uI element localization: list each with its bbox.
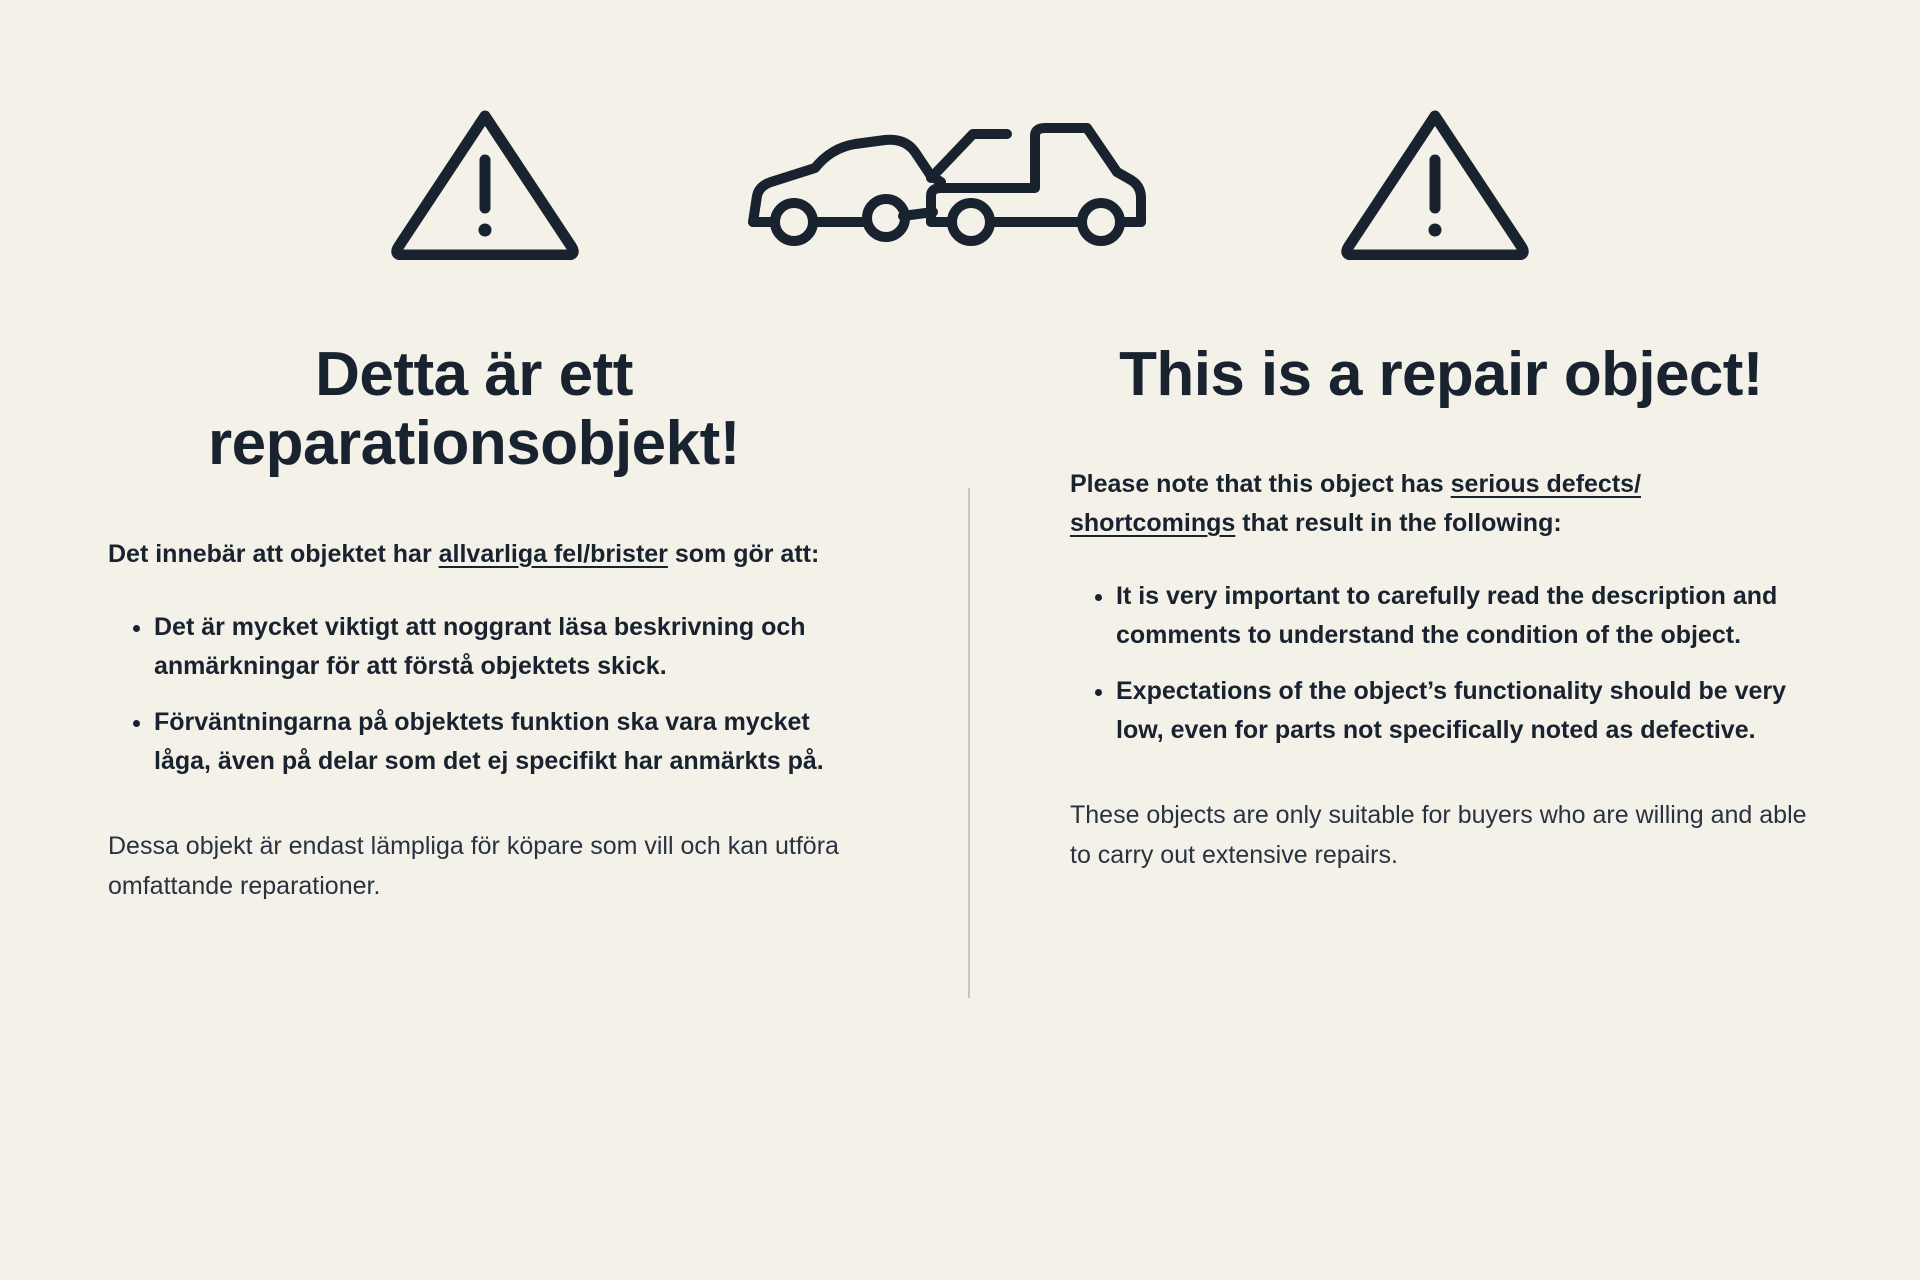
list-item: • It is very important to carefully read the description and comments to understand the condition of the object. xyxy=(1116,577,1812,656)
intro-paragraph-en xyxy=(1070,465,1812,543)
tow-truck-icon xyxy=(735,100,1185,265)
icon-row xyxy=(0,92,1920,272)
warning-triangle-icon-2 xyxy=(1335,100,1535,265)
bullet-list-en xyxy=(1070,577,1812,751)
intro-underlined-sv: allvarliga fel/brister xyxy=(438,539,668,568)
intro-underlined-en: serious defects/ shortcomings xyxy=(1070,470,1642,538)
outro-paragraph-sv: Dessa objekt är endast lämpliga för köpare som vill och kan utföra omfattande reparationer. xyxy=(108,831,839,901)
intro-after-en: that result in the following: xyxy=(1235,509,1562,538)
intro-after-sv: som gör att: xyxy=(667,539,820,568)
column-english xyxy=(960,340,1920,876)
intro-before-sv: Det innebär att objektet har xyxy=(108,539,439,568)
warning-triangle-icon xyxy=(385,100,585,265)
intro-paragraph-sv xyxy=(108,535,840,574)
list-item: • Förväntningarna på objektets funktion ska vara mycket låga, även på delar som det ej specifikt har anmärkts på. xyxy=(154,703,840,782)
page-title-en: This is a repair object! xyxy=(1119,340,1763,409)
list-item: • Expectations of the object’s functionality should be very low, even for parts not specifically noted as defective. xyxy=(1116,672,1812,751)
list-item: • Det är mycket viktigt att noggrant läsa beskrivning och anmärkningar för att förstå objektets skick. xyxy=(154,608,840,687)
content-columns xyxy=(0,340,1920,907)
outro-paragraph-en: These objects are only suitable for buyers who are willing and able to carry out extensive repairs. xyxy=(1070,800,1807,870)
page-title-sv: Detta är ett reparationsobjekt! xyxy=(208,340,740,479)
intro-before-en: Please note that this object has xyxy=(1070,470,1451,499)
column-swedish xyxy=(0,340,960,907)
bullet-list-sv xyxy=(108,608,840,782)
